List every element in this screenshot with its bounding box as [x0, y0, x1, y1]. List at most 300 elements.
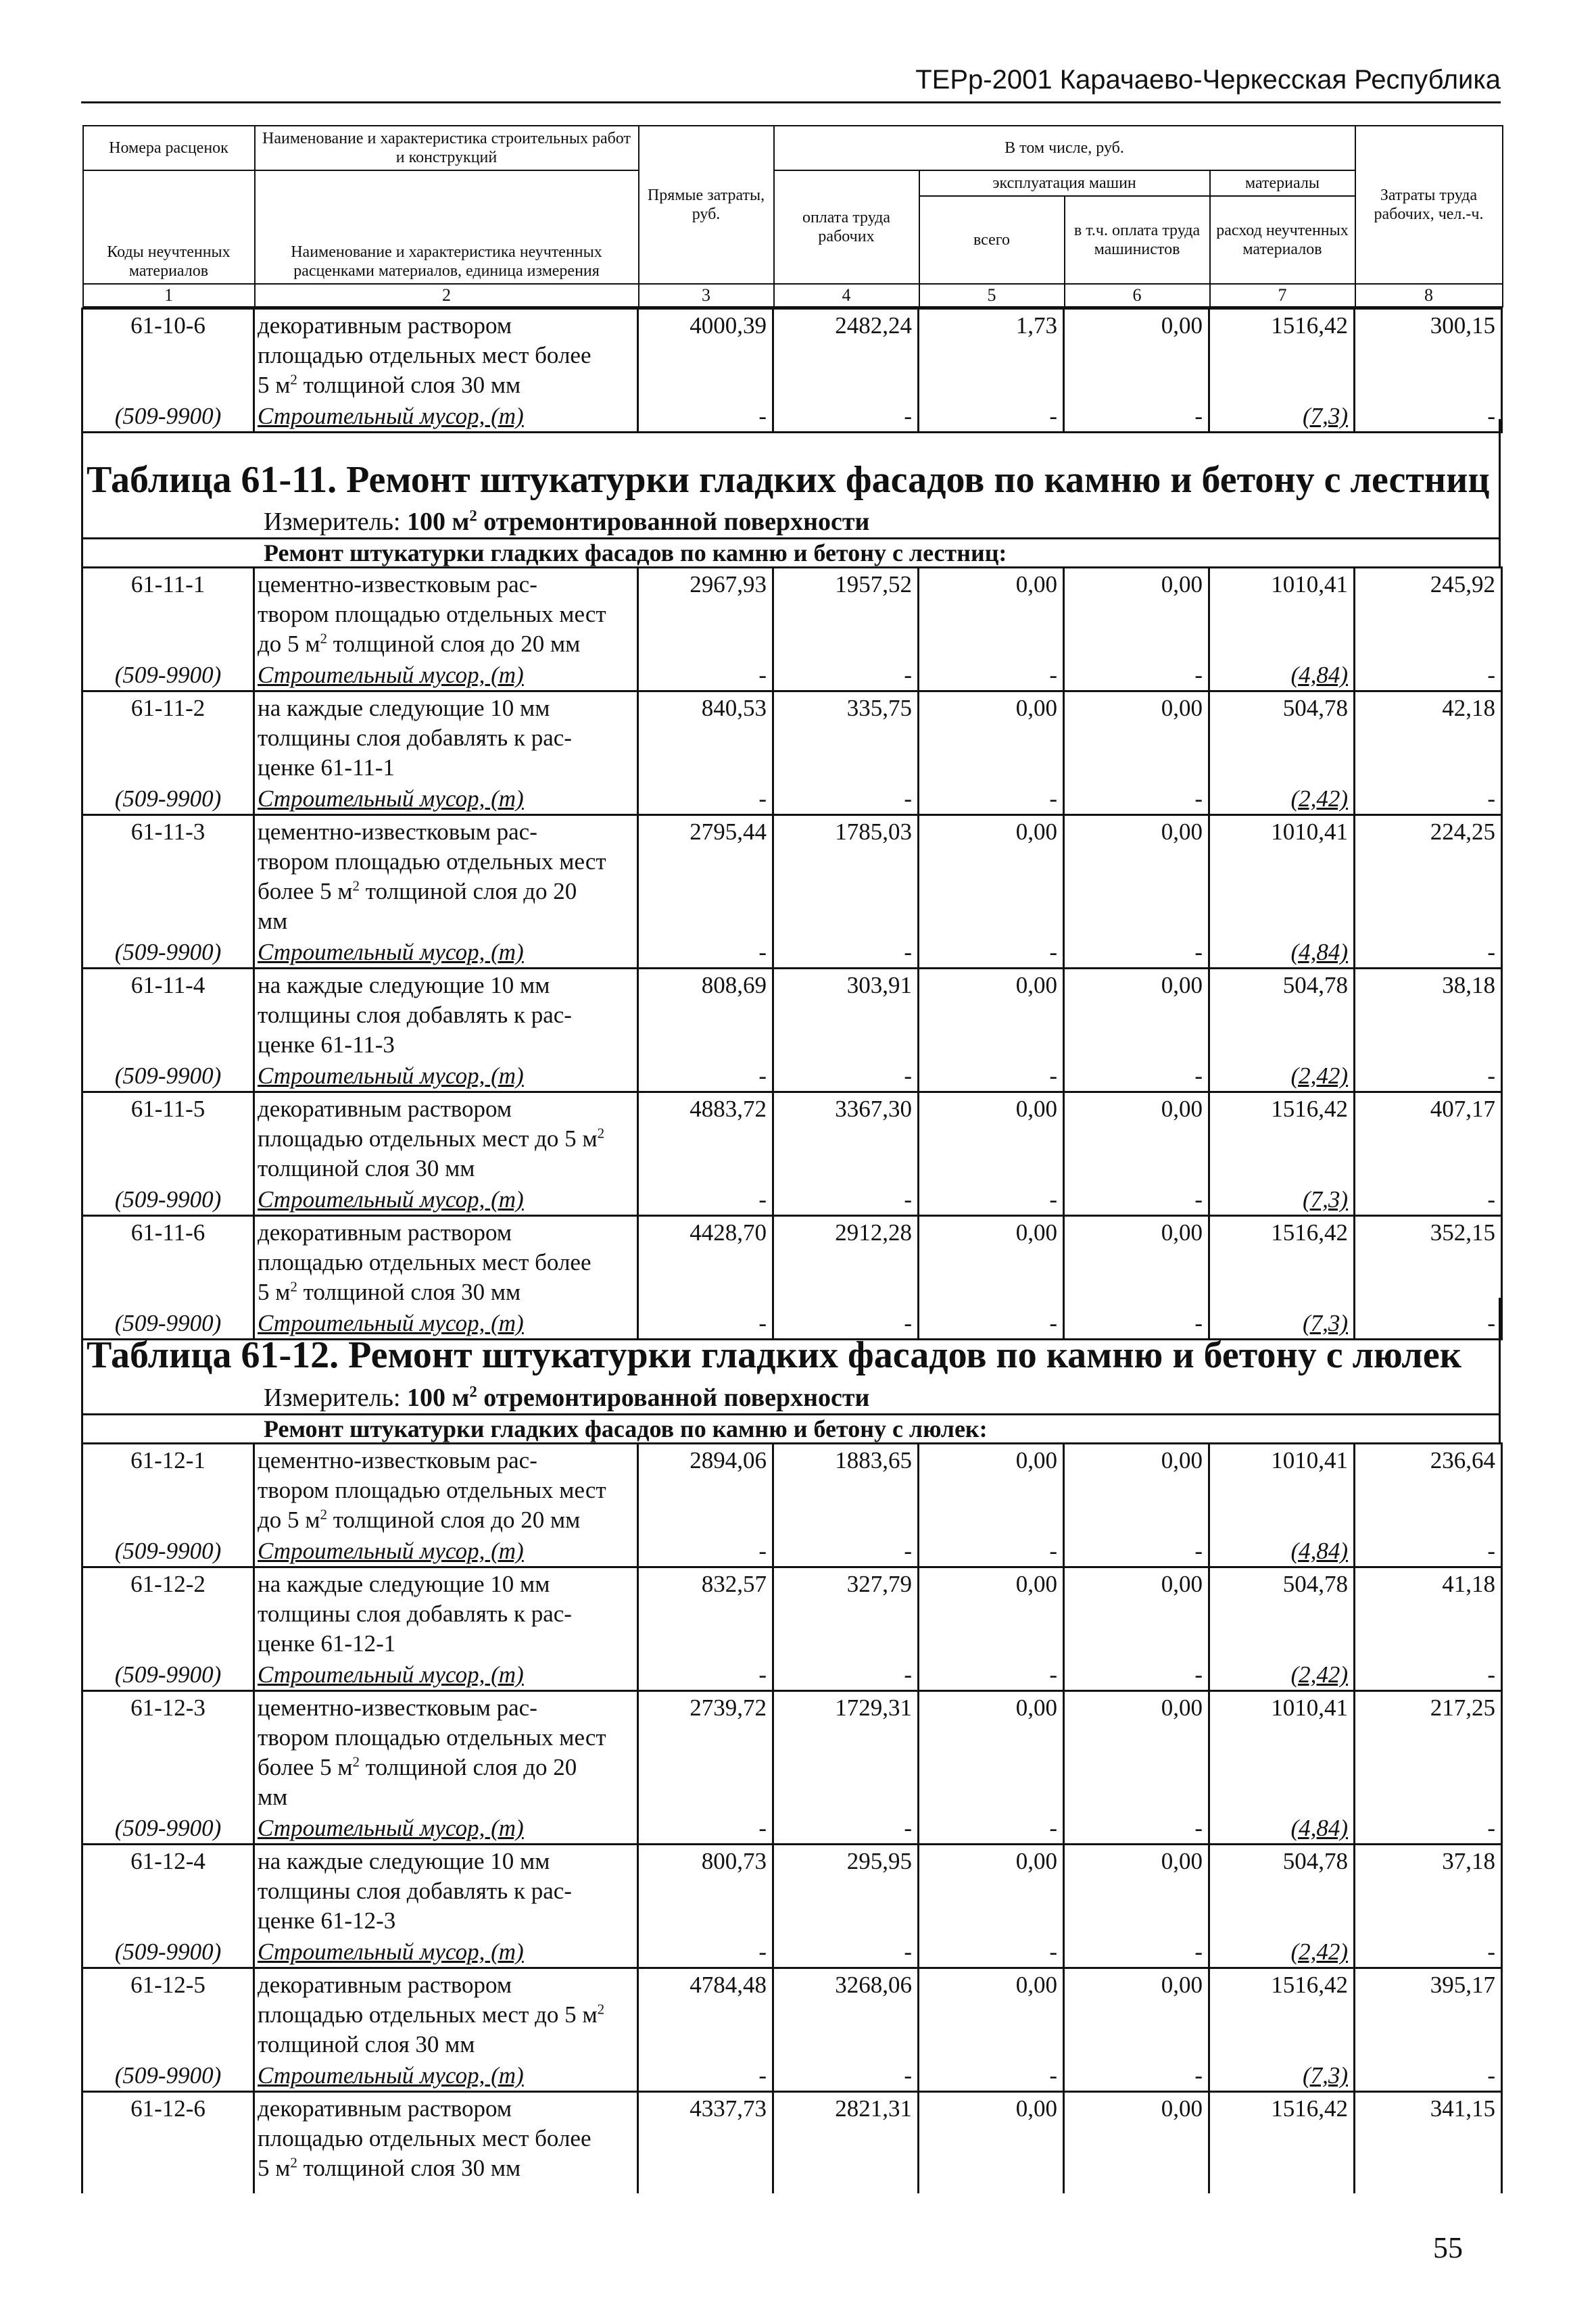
material-consumption: (2,42) — [1209, 1936, 1355, 1968]
material-name: Строительный мусор, (т) — [254, 1812, 638, 1845]
material-hours: - — [1355, 1060, 1502, 1092]
machines-total: 0,00 — [919, 969, 1064, 1061]
direct-costs: 2795,44 — [638, 815, 773, 937]
materials-cost: 1010,41 — [1209, 815, 1355, 937]
material-consumption: (2,42) — [1209, 1659, 1355, 1691]
material-labor: - — [773, 659, 919, 691]
col2-header-bottom: Наименование и характеристика неучтенных расценками материалов, единица измерения — [255, 170, 639, 284]
column-number: 2 — [255, 284, 639, 307]
machinist-wages: 0,00 — [1064, 1567, 1209, 1659]
material-machinist: - — [1064, 1307, 1209, 1340]
material-machinist: - — [1064, 1184, 1209, 1216]
material-direct: - — [638, 1812, 773, 1845]
direct-costs: 4784,48 — [638, 1968, 773, 2060]
material-direct: - — [638, 1535, 773, 1567]
direct-costs: 4337,73 — [638, 2092, 773, 2193]
material-hours: - — [1355, 1812, 1502, 1845]
labor-wages: 3367,30 — [773, 1092, 919, 1184]
rate-code: 61-11-4 — [82, 969, 254, 1061]
description-line: цементно-известковым рас- — [258, 1695, 537, 1721]
rate-row — [82, 691, 1502, 783]
labor-hours: 217,25 — [1355, 1691, 1502, 1813]
description-line: на каждые следующие 10 мм — [258, 1848, 550, 1874]
labor-wages: 1883,65 — [773, 1444, 919, 1536]
rate-row — [82, 1968, 1502, 2060]
direct-costs: 800,73 — [638, 1845, 773, 1936]
machinist-wages: 0,00 — [1064, 1691, 1209, 1813]
material-machines: - — [919, 936, 1064, 969]
machines-total: 1,73 — [919, 309, 1064, 401]
machinist-wages: 0,00 — [1064, 815, 1209, 937]
description-line: декоративным раствором — [258, 1219, 512, 1246]
description-line: толщины слоя добавлять к рас- — [258, 1002, 572, 1028]
material-machines: - — [919, 659, 1064, 691]
description-line: цементно-известковым рас- — [258, 819, 537, 845]
col3-header: Прямые затраты, руб. — [639, 126, 774, 284]
material-machinist: - — [1064, 659, 1209, 691]
rate-code: 61-12-6 — [82, 2092, 254, 2193]
material-code: (509-9900) — [82, 1184, 254, 1216]
material-direct: - — [638, 2060, 773, 2092]
labor-wages: 3268,06 — [773, 1968, 919, 2060]
machines-total: 0,00 — [919, 1845, 1064, 1936]
materials-cost: 1516,42 — [1209, 309, 1355, 401]
labor-hours: 236,64 — [1355, 1444, 1502, 1536]
material-consumption: (7,3) — [1209, 1184, 1355, 1216]
material-hours: - — [1355, 1307, 1502, 1340]
machinist-wages: 0,00 — [1064, 2092, 1209, 2193]
direct-costs: 840,53 — [638, 691, 773, 783]
material-labor: - — [773, 936, 919, 969]
description-line: толщины слоя добавлять к рас- — [258, 725, 572, 751]
material-direct: - — [638, 400, 773, 433]
col2-header-top: Наименование и характеристика строительных работ и конструкций — [255, 126, 639, 170]
materials-cost: 1010,41 — [1209, 1444, 1355, 1536]
rate-description — [254, 815, 638, 937]
rate-row — [82, 1691, 1502, 1813]
material-labor: - — [773, 1307, 919, 1340]
material-consumption: (4,84) — [1209, 936, 1355, 969]
description-line: толщины слоя добавлять к рас- — [258, 1601, 572, 1627]
material-row — [82, 1535, 1502, 1567]
material-code: (509-9900) — [82, 2060, 254, 2092]
rate-description — [254, 1567, 638, 1659]
labor-wages: 295,95 — [773, 1845, 919, 1936]
rate-code: 61-11-2 — [82, 691, 254, 783]
material-direct: - — [638, 659, 773, 691]
rate-code: 61-12-1 — [82, 1444, 254, 1536]
rates-table-top — [81, 125, 1503, 433]
material-row — [82, 1812, 1502, 1845]
labor-hours: 42,18 — [1355, 691, 1502, 783]
material-machinist: - — [1064, 1535, 1209, 1567]
rate-code: 61-11-6 — [82, 1216, 254, 1308]
machines-total: 0,00 — [919, 1968, 1064, 2060]
material-machinist: - — [1064, 1812, 1209, 1845]
description-line: площадью отдельных мест более — [258, 342, 591, 368]
machinist-wages: 0,00 — [1064, 1216, 1209, 1308]
machines-header: эксплуатация машин — [919, 170, 1210, 196]
direct-costs: 2739,72 — [638, 1691, 773, 1813]
material-direct: - — [638, 936, 773, 969]
top-rows — [82, 309, 1502, 433]
material-hours: - — [1355, 1184, 1502, 1216]
material-code: (509-9900) — [82, 659, 254, 691]
materials-cost: 504,78 — [1209, 1567, 1355, 1659]
machinist-wages: 0,00 — [1064, 309, 1209, 401]
rate-row — [82, 2092, 1502, 2193]
material-hours: - — [1355, 1659, 1502, 1691]
material-machines: - — [919, 2060, 1064, 2092]
labor-wages: 335,75 — [773, 691, 919, 783]
description-line: ценке 61-11-3 — [258, 1031, 395, 1058]
col8-header: Затраты труда рабочих, чел.-ч. — [1355, 126, 1503, 284]
material-code: (509-9900) — [82, 1307, 254, 1340]
material-labor: - — [773, 400, 919, 433]
column-number: 7 — [1210, 284, 1355, 307]
labor-hours: 395,17 — [1355, 1968, 1502, 2060]
description-line: цементно-известковым рас- — [258, 1447, 537, 1473]
description-line: более 5 $м^2$ толщиной слоя до 20 — [258, 877, 577, 904]
material-machines: - — [919, 1812, 1064, 1845]
labor-wages: 1729,31 — [773, 1691, 919, 1813]
material-labor: - — [773, 1812, 919, 1845]
table-61-11-title: Таблица 61-11. Ремонт штукатурки гладких фасадов по камню и бетону с лестниц — [87, 459, 1490, 501]
materials-cost: 1516,42 — [1209, 1968, 1355, 2060]
rate-row — [82, 309, 1502, 401]
table-61-11-group-title — [81, 537, 1501, 568]
material-row — [82, 1184, 1502, 1216]
material-name: Строительный мусор, (т) — [254, 1060, 638, 1092]
material-direct: - — [638, 1184, 773, 1216]
rate-row — [82, 568, 1502, 660]
meter-label: Измеритель: — [264, 508, 407, 536]
rate-description — [254, 969, 638, 1061]
rate-row — [82, 1845, 1502, 1936]
material-direct: - — [638, 1060, 773, 1092]
column-number: 4 — [774, 284, 919, 307]
direct-costs: 808,69 — [638, 969, 773, 1061]
material-consumption: (2,42) — [1209, 783, 1355, 815]
table-61-12-group-title — [81, 1413, 1501, 1444]
material-code: (509-9900) — [82, 1659, 254, 1691]
material-hours: - — [1355, 659, 1502, 691]
description-line: площадью отдельных мест более — [258, 2125, 591, 2151]
rate-description — [254, 1691, 638, 1813]
material-name: Строительный мусор, (т) — [254, 1535, 638, 1567]
material-code: (509-9900) — [82, 783, 254, 815]
rate-row — [82, 1216, 1502, 1308]
group-header: В том числе, руб. — [774, 126, 1355, 170]
machines-total: 0,00 — [919, 1691, 1064, 1813]
labor-wages: 2912,28 — [773, 1216, 919, 1308]
materials-header: материалы — [1210, 170, 1355, 196]
material-labor: - — [773, 1659, 919, 1691]
material-hours: - — [1355, 2060, 1502, 2092]
material-consumption: (4,84) — [1209, 659, 1355, 691]
rate-description — [254, 1216, 638, 1308]
material-direct: - — [638, 1307, 773, 1340]
rate-row — [82, 1444, 1502, 1536]
material-code: (509-9900) — [82, 1936, 254, 1968]
rate-description — [254, 1092, 638, 1184]
labor-hours: 37,18 — [1355, 1845, 1502, 1936]
col4-header: оплата труда рабочих — [774, 170, 919, 284]
machines-total: 0,00 — [919, 691, 1064, 783]
material-name: Строительный мусор, (т) — [254, 1184, 638, 1216]
rate-description — [254, 691, 638, 783]
material-consumption: (7,3) — [1209, 1307, 1355, 1340]
material-machinist: - — [1064, 1060, 1209, 1092]
material-hours: - — [1355, 1535, 1502, 1567]
header-rule — [81, 101, 1501, 103]
material-machinist: - — [1064, 936, 1209, 969]
machines-total: 0,00 — [919, 2092, 1064, 2193]
description-line: декоративным раствором — [258, 312, 512, 339]
description-line: твором площадью отдельных мест — [258, 1477, 606, 1503]
material-direct: - — [638, 783, 773, 815]
material-code: (509-9900) — [82, 1535, 254, 1567]
rate-row — [82, 1092, 1502, 1184]
description-line: твором площадью отдельных мест — [258, 1724, 606, 1751]
material-hours: - — [1355, 783, 1502, 815]
col1-header-bottom: Коды неучтенных материалов — [83, 170, 255, 284]
material-machinist: - — [1064, 2060, 1209, 2092]
material-row — [82, 1659, 1502, 1691]
labor-wages: 303,91 — [773, 969, 919, 1061]
rate-description — [254, 309, 638, 401]
material-row — [82, 659, 1502, 691]
labor-hours: 300,15 — [1355, 309, 1502, 401]
material-code: (509-9900) — [82, 1060, 254, 1092]
table-61-12-rows — [81, 1442, 1503, 2193]
labor-hours: 407,17 — [1355, 1092, 1502, 1184]
column-number: 8 — [1355, 284, 1503, 307]
description-line: ценке 61-12-3 — [258, 1907, 396, 1934]
table-61-11-meter — [264, 507, 869, 537]
labor-hours: 38,18 — [1355, 969, 1502, 1061]
direct-costs: 4883,72 — [638, 1092, 773, 1184]
col5-header: всего — [919, 196, 1065, 284]
rate-description — [254, 2092, 638, 2193]
material-consumption: (2,42) — [1209, 1060, 1355, 1092]
machinist-wages: 0,00 — [1064, 969, 1209, 1061]
col7-header: расход неучтенных материалов — [1210, 196, 1355, 284]
column-number: 6 — [1065, 284, 1210, 307]
materials-cost: 1010,41 — [1209, 1691, 1355, 1813]
material-hours: - — [1355, 400, 1502, 433]
material-labor: - — [773, 2060, 919, 2092]
description-line: декоративным раствором — [258, 1096, 512, 1122]
machines-total: 0,00 — [919, 1216, 1064, 1308]
materials-cost: 1516,42 — [1209, 2092, 1355, 2193]
description-line: более 5 $м^2$ толщиной слоя до 20 — [258, 1753, 577, 1780]
description-line: толщиной слоя 30 мм — [258, 2031, 475, 2057]
material-consumption: (4,84) — [1209, 1812, 1355, 1845]
machinist-wages: 0,00 — [1064, 568, 1209, 660]
material-name: Строительный мусор, (т) — [254, 1307, 638, 1340]
rate-row — [82, 815, 1502, 937]
material-row — [82, 2060, 1502, 2092]
description-line: декоративным раствором — [258, 1972, 512, 1998]
machines-total: 0,00 — [919, 1444, 1064, 1536]
rate-description — [254, 1444, 638, 1536]
description-line: до 5 $м^2$ толщиной слоя до 20 мм — [258, 630, 581, 657]
description-line: площадью отдельных мест до 5 $м^2$ — [258, 2001, 605, 2028]
material-machines: - — [919, 1307, 1064, 1340]
material-name: Строительный мусор, (т) — [254, 1936, 638, 1968]
meter-value: 100 $м^2$ отремонтированной поверхности — [407, 1383, 870, 1412]
material-name: Строительный мусор, (т) — [254, 400, 638, 433]
direct-costs: 4428,70 — [638, 1216, 773, 1308]
direct-costs: 2894,06 — [638, 1444, 773, 1536]
frame-line-left-2 — [81, 1298, 83, 1442]
material-machines: - — [919, 783, 1064, 815]
material-code: (509-9900) — [82, 1812, 254, 1845]
material-machines: - — [919, 400, 1064, 433]
description-line: толщиной слоя 30 мм — [258, 1155, 475, 1181]
meter-value: 100 $м^2$ отремонтированной поверхности — [407, 507, 870, 536]
rate-code: 61-10-6 — [82, 309, 254, 401]
column-number: 5 — [919, 284, 1065, 307]
column-numbers-row — [83, 284, 1503, 307]
rate-code: 61-12-3 — [82, 1691, 254, 1813]
machinist-wages: 0,00 — [1064, 1968, 1209, 2060]
material-row — [82, 783, 1502, 815]
frame-line-left-1 — [81, 419, 83, 566]
machines-total: 0,00 — [919, 815, 1064, 937]
material-machines: - — [919, 1535, 1064, 1567]
labor-wages: 327,79 — [773, 1567, 919, 1659]
description-line: мм — [258, 908, 288, 934]
direct-costs: 2967,93 — [638, 568, 773, 660]
materials-cost: 1516,42 — [1209, 1092, 1355, 1184]
machinist-wages: 0,00 — [1064, 1092, 1209, 1184]
machines-total: 0,00 — [919, 1567, 1064, 1659]
column-number: 1 — [83, 284, 255, 307]
machines-total: 0,00 — [919, 1092, 1064, 1184]
description-line: на каждые следующие 10 мм — [258, 1571, 550, 1597]
material-row — [82, 400, 1502, 433]
material-name: Строительный мусор, (т) — [254, 1659, 638, 1691]
material-direct: - — [638, 1659, 773, 1691]
material-labor: - — [773, 783, 919, 815]
machinist-wages: 0,00 — [1064, 691, 1209, 783]
description-line: цементно-известковым рас- — [258, 571, 537, 598]
materials-cost: 1010,41 — [1209, 568, 1355, 660]
material-name: Строительный мусор, (т) — [254, 783, 638, 815]
description-line: на каждые следующие 10 мм — [258, 972, 550, 998]
material-machines: - — [919, 1659, 1064, 1691]
material-labor: - — [773, 1060, 919, 1092]
material-consumption: (7,3) — [1209, 2060, 1355, 2092]
table-61-12-meter — [264, 1383, 869, 1413]
description-line: декоративным раствором — [258, 2095, 512, 2122]
group-title-text: Ремонт штукатурки гладких фасадов по камню и бетону с лестниц: — [264, 539, 1007, 566]
frame-line-right-1 — [1499, 419, 1501, 566]
material-name: Строительный мусор, (т) — [254, 2060, 638, 2092]
labor-hours: 224,25 — [1355, 815, 1502, 937]
material-machines: - — [919, 1184, 1064, 1216]
rate-code: 61-12-2 — [82, 1567, 254, 1659]
description-line: толщины слоя добавлять к рас- — [258, 1878, 572, 1904]
col6-header: в т.ч. оплата труда машинистов — [1065, 196, 1210, 284]
labor-hours: 341,15 — [1355, 2092, 1502, 2193]
rate-code: 61-11-3 — [82, 815, 254, 937]
direct-costs: 832,57 — [638, 1567, 773, 1659]
column-header — [82, 125, 1503, 308]
material-code: (509-9900) — [82, 400, 254, 433]
group-title-text: Ремонт штукатурки гладких фасадов по камню и бетону с люлек: — [264, 1415, 988, 1442]
description-line: ценке 61-12-1 — [258, 1630, 396, 1657]
rate-description — [254, 1845, 638, 1936]
description-line: мм — [258, 1784, 288, 1810]
materials-cost: 504,78 — [1209, 1845, 1355, 1936]
table-61-12-title: Таблица 61-12. Ремонт штукатурки гладких фасадов по камню и бетону с люлек — [87, 1334, 1461, 1376]
description-line: 5 $м^2$ толщиной слоя 30 мм — [258, 371, 521, 398]
material-machinist: - — [1064, 400, 1209, 433]
rate-code: 61-12-4 — [82, 1845, 254, 1936]
material-row — [82, 1936, 1502, 1968]
material-machinist: - — [1064, 1659, 1209, 1691]
material-machines: - — [919, 1060, 1064, 1092]
description-line: твором площадью отдельных мест — [258, 848, 606, 875]
material-hours: - — [1355, 936, 1502, 969]
materials-cost: 1516,42 — [1209, 1216, 1355, 1308]
material-direct: - — [638, 1936, 773, 1968]
rate-row — [82, 969, 1502, 1061]
frame-line-right-2 — [1499, 1298, 1501, 1442]
rate-code: 61-12-5 — [82, 1968, 254, 2060]
rate-code: 61-11-5 — [82, 1092, 254, 1184]
material-consumption: (4,84) — [1209, 1535, 1355, 1567]
material-machinist: - — [1064, 1936, 1209, 1968]
material-labor: - — [773, 1184, 919, 1216]
description-line: 5 $м^2$ толщиной слоя 30 мм — [258, 1278, 521, 1305]
description-line: площадью отдельных мест до 5 $м^2$ — [258, 1125, 605, 1152]
machines-total: 0,00 — [919, 568, 1064, 660]
rate-description — [254, 568, 638, 660]
labor-wages: 1957,52 — [773, 568, 919, 660]
machinist-wages: 0,00 — [1064, 1444, 1209, 1536]
material-name: Строительный мусор, (т) — [254, 936, 638, 969]
description-line: твором площадью отдельных мест — [258, 601, 606, 627]
material-consumption: (7,3) — [1209, 400, 1355, 433]
description-line: ценке 61-11-1 — [258, 754, 395, 781]
machinist-wages: 0,00 — [1064, 1845, 1209, 1936]
page-number: 55 — [1433, 2231, 1463, 2264]
labor-hours: 352,15 — [1355, 1216, 1502, 1308]
material-machines: - — [919, 1936, 1064, 1968]
column-number: 3 — [639, 284, 774, 307]
description-line: 5 $м^2$ толщиной слоя 30 мм — [258, 2154, 521, 2181]
material-labor: - — [773, 1535, 919, 1567]
labor-hours: 41,18 — [1355, 1567, 1502, 1659]
material-name: Строительный мусор, (т) — [254, 659, 638, 691]
material-hours: - — [1355, 1936, 1502, 1968]
labor-wages: 1785,03 — [773, 815, 919, 937]
material-row — [82, 1060, 1502, 1092]
description-line: до 5 $м^2$ толщиной слоя до 20 мм — [258, 1506, 581, 1533]
labor-wages: 2482,24 — [773, 309, 919, 401]
rate-row — [82, 1567, 1502, 1659]
running-header: ТЕРр-2001 Карачаево-Черкесская Республика — [915, 65, 1501, 95]
material-machinist: - — [1064, 783, 1209, 815]
materials-cost: 504,78 — [1209, 969, 1355, 1061]
materials-cost: 504,78 — [1209, 691, 1355, 783]
table-61-11-rows — [81, 566, 1503, 1340]
labor-wages: 2821,31 — [773, 2092, 919, 2193]
